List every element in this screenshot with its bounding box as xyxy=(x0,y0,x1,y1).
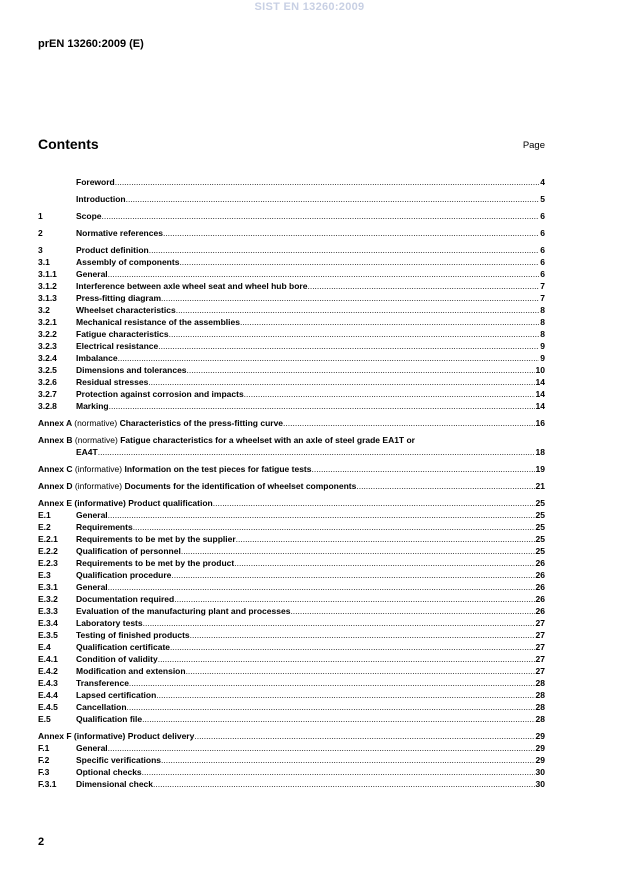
toc-entry-number: E.2 xyxy=(38,522,51,532)
toc-entry[interactable] xyxy=(38,701,545,713)
toc-annex-type: (normative) xyxy=(74,435,118,445)
toc-entry[interactable] xyxy=(38,617,545,629)
toc-entry-page: 29 xyxy=(535,731,545,741)
table-of-contents xyxy=(38,176,545,790)
toc-leader-dots xyxy=(186,665,535,677)
page-column-label: Page xyxy=(522,140,545,151)
toc-annex-entry[interactable] xyxy=(38,480,545,492)
toc-entry[interactable] xyxy=(38,176,545,188)
toc-entry[interactable] xyxy=(38,193,545,205)
toc-entry-page: 26 xyxy=(535,558,545,568)
toc-leader-dots xyxy=(236,533,535,545)
toc-entry-title: Marking xyxy=(76,401,109,411)
toc-entry-title: Interference between axle wheel seat and wheel hub bore xyxy=(76,281,308,291)
toc-annex-heading xyxy=(38,480,356,492)
toc-leader-dots xyxy=(142,713,534,725)
toc-entry-page: 27 xyxy=(535,630,545,640)
toc-entry[interactable] xyxy=(38,280,545,292)
toc-entry-title: Laboratory tests xyxy=(76,618,143,628)
toc-entry-number: 3.2.5 xyxy=(38,365,57,375)
toc-entry-title: Wheelset characteristics xyxy=(76,305,176,315)
toc-entry[interactable] xyxy=(38,641,545,653)
toc-entry-number: F.2 xyxy=(38,755,50,765)
toc-entry-page: 8 xyxy=(540,329,545,339)
toc-entry-page: 9 xyxy=(540,341,545,351)
toc-leader-dots xyxy=(158,340,539,352)
toc-leader-dots xyxy=(108,742,535,754)
toc-entry[interactable] xyxy=(38,653,545,665)
toc-entry[interactable] xyxy=(38,778,545,790)
toc-leader-dots xyxy=(179,256,539,268)
toc-annex-entry[interactable] xyxy=(38,463,545,475)
toc-entry-number: F.3.1 xyxy=(38,779,57,789)
toc-annex-heading: Annex E (informative) Product qualification xyxy=(38,498,213,508)
toc-annex-entry[interactable] xyxy=(38,434,545,458)
toc-entry-number: E.3.2 xyxy=(38,594,58,604)
toc-entry-title: Qualification certificate xyxy=(76,642,170,652)
toc-leader-dots xyxy=(356,480,534,492)
toc-entry-number: 3 xyxy=(38,245,43,255)
toc-entry-title: Condition of validity xyxy=(76,654,158,664)
toc-entry-title: Mechanical resistance of the assemblies xyxy=(76,317,240,327)
toc-entry[interactable] xyxy=(38,605,545,617)
toc-leader-dots xyxy=(187,364,535,376)
document-id: prEN 13260:2009 (E) xyxy=(38,38,144,50)
toc-annex-entry[interactable] xyxy=(38,417,545,429)
toc-leader-dots xyxy=(142,766,535,778)
toc-entry-page: 28 xyxy=(535,702,545,712)
toc-leader-dots xyxy=(108,581,535,593)
toc-entry-number: 3.2.7 xyxy=(38,389,57,399)
toc-entry-number: 3.2 xyxy=(38,305,50,315)
toc-entry[interactable] xyxy=(38,210,545,222)
toc-entry-title: Press-fitting diagram xyxy=(76,293,162,303)
toc-entry-page: 28 xyxy=(535,714,545,724)
toc-entry-number: E.2.3 xyxy=(38,558,58,568)
toc-entry-page: 14 xyxy=(535,377,545,387)
toc-entry-title: Scope xyxy=(76,211,102,221)
toc-entry-title: Optional checks xyxy=(76,767,142,777)
toc-entry-page: 6 xyxy=(540,269,545,279)
toc-entry-number: E.4 xyxy=(38,642,51,652)
toc-annex-heading: Annex F (informative) Product delivery xyxy=(38,731,195,741)
toc-entry-number: E.2.1 xyxy=(38,534,58,544)
toc-leader-dots xyxy=(143,617,535,629)
toc-leader-dots xyxy=(290,605,534,617)
toc-entry-page: 29 xyxy=(535,743,545,753)
toc-entry-page: 27 xyxy=(535,666,545,676)
toc-entry-number: E.3.5 xyxy=(38,630,58,640)
toc-entry-number: 3.1.1 xyxy=(38,269,57,279)
toc-leader-dots xyxy=(174,593,534,605)
toc-annex-line2 xyxy=(38,446,545,458)
toc-entry-page: 25 xyxy=(535,510,545,520)
toc-annex-type: (normative) xyxy=(74,418,118,428)
toc-entry-title: Protection against corrosion and impacts xyxy=(76,389,244,399)
toc-entry-title: Qualification file xyxy=(76,714,143,724)
toc-entry-number: F.1 xyxy=(38,743,50,753)
toc-entry-number: E.4.2 xyxy=(38,666,58,676)
toc-entry-page: 28 xyxy=(535,690,545,700)
toc-entry-title: Fatigue characteristics xyxy=(76,329,169,339)
toc-entry-page: 26 xyxy=(535,606,545,616)
toc-annex-entry[interactable] xyxy=(38,497,545,509)
toc-entry-title: Requirements to be met by the product xyxy=(76,558,235,568)
toc-entry-page: 6 xyxy=(540,211,545,221)
toc-entry-number: E.3.3 xyxy=(38,606,58,616)
toc-entry-number: 3.2.4 xyxy=(38,353,57,363)
toc-entry[interactable] xyxy=(38,376,545,388)
contents-heading: Contents xyxy=(38,136,99,152)
toc-leader-dots xyxy=(194,730,534,742)
toc-entry[interactable] xyxy=(38,340,545,352)
toc-annex-label: Annex B xyxy=(38,435,73,445)
toc-entry-page: 6 xyxy=(540,228,545,238)
toc-leader-dots xyxy=(156,689,534,701)
toc-annex-entry[interactable] xyxy=(38,730,545,742)
toc-entry[interactable] xyxy=(38,557,545,569)
toc-entry-title: Modification and extension xyxy=(76,666,186,676)
toc-entry-number: 3.2.6 xyxy=(38,377,57,387)
toc-entry[interactable] xyxy=(38,328,545,340)
toc-leader-dots xyxy=(163,227,539,239)
toc-leader-dots xyxy=(176,304,540,316)
toc-annex-label: Annex D xyxy=(38,481,73,491)
toc-annex-label: Annex A xyxy=(38,418,72,428)
toc-entry[interactable] xyxy=(38,364,545,376)
toc-entry-page: 27 xyxy=(535,618,545,628)
toc-entry-title: Normative references xyxy=(76,228,163,238)
toc-entry-page: 26 xyxy=(535,582,545,592)
toc-entry-page: 25 xyxy=(535,498,545,508)
toc-entry-number: E.4.3 xyxy=(38,678,58,688)
toc-entry[interactable] xyxy=(38,509,545,521)
toc-entry[interactable] xyxy=(38,533,545,545)
toc-entry-page: 28 xyxy=(535,678,545,688)
toc-entry-title: Evaluation of the manufacturing plant and processes xyxy=(76,606,291,616)
toc-leader-dots xyxy=(102,210,540,222)
toc-leader-dots xyxy=(127,701,535,713)
toc-entry-title: General xyxy=(76,269,108,279)
toc-entry-page: 4 xyxy=(540,177,545,187)
toc-entry[interactable] xyxy=(38,665,545,677)
toc-entry-title: Requirements xyxy=(76,522,133,532)
toc-entry-page: 30 xyxy=(535,779,545,789)
toc-leader-dots xyxy=(283,417,535,429)
toc-entry[interactable] xyxy=(38,593,545,605)
toc-annex-title-cont: EA4T xyxy=(76,447,98,457)
toc-entry-number: 3.2.2 xyxy=(38,329,57,339)
toc-entry-page: 6 xyxy=(540,257,545,267)
watermark: SIST EN 13260:2009 xyxy=(254,1,365,13)
toc-leader-dots xyxy=(153,778,535,790)
toc-annex-label: Annex C xyxy=(38,464,73,474)
toc-leader-dots xyxy=(126,193,540,205)
toc-entry[interactable] xyxy=(38,569,545,581)
toc-leader-dots xyxy=(108,509,535,521)
toc-entry-number: E.1 xyxy=(38,510,51,520)
toc-entry-number: 3.1 xyxy=(38,257,50,267)
toc-entry[interactable] xyxy=(38,400,545,412)
toc-entry-number: 3.1.2 xyxy=(38,281,57,291)
toc-entry[interactable] xyxy=(38,244,545,256)
toc-leader-dots xyxy=(213,497,535,509)
toc-entry-page: 25 xyxy=(535,546,545,556)
toc-annex-type: (informative) xyxy=(74,464,123,474)
toc-entry-page: 27 xyxy=(535,654,545,664)
toc-annex-title: Fatigue characteristics for a wheelset with an axle of steel grade EA1T or xyxy=(120,435,415,445)
toc-entry-number: 3.2.1 xyxy=(38,317,57,327)
toc-entry[interactable] xyxy=(38,581,545,593)
toc-entry-page: 25 xyxy=(535,522,545,532)
toc-entry-title: Assembly of components xyxy=(76,257,180,267)
toc-entry[interactable] xyxy=(38,754,545,766)
toc-entry-number: E.5 xyxy=(38,714,51,724)
toc-entry-number: E.4.5 xyxy=(38,702,58,712)
toc-entry-title: Requirements to be met by the supplier xyxy=(76,534,236,544)
toc-leader-dots xyxy=(170,641,535,653)
toc-entry-title: General xyxy=(76,582,108,592)
toc-entry-page: 14 xyxy=(535,401,545,411)
toc-entry-page: 8 xyxy=(540,317,545,327)
toc-annex-title: Documents for the identification of wheelset components xyxy=(124,481,357,491)
toc-entry-page: 14 xyxy=(535,389,545,399)
toc-entry-number: F.3 xyxy=(38,767,50,777)
toc-entry[interactable] xyxy=(38,352,545,364)
toc-entry[interactable] xyxy=(38,268,545,280)
toc-entry-page: 7 xyxy=(540,293,545,303)
toc-leader-dots xyxy=(169,328,540,340)
toc-entry-title: General xyxy=(76,743,108,753)
toc-leader-dots xyxy=(98,446,535,458)
toc-entry-number: 1 xyxy=(38,211,43,221)
toc-entry-page: 26 xyxy=(535,570,545,580)
toc-entry-title: Transference xyxy=(76,678,129,688)
toc-entry-page: 7 xyxy=(540,281,545,291)
toc-entry[interactable] xyxy=(38,545,545,557)
toc-annex-heading xyxy=(38,417,283,429)
toc-entry-title: Electrical resistance xyxy=(76,341,159,351)
toc-annex-title: Characteristics of the press-fitting curve xyxy=(119,418,284,428)
toc-leader-dots xyxy=(234,557,534,569)
toc-entry-page: 6 xyxy=(540,245,545,255)
toc-entry[interactable] xyxy=(38,629,545,641)
toc-leader-dots xyxy=(148,376,534,388)
toc-annex-type: (informative) xyxy=(74,481,123,491)
toc-entry[interactable] xyxy=(38,521,545,533)
toc-leader-dots xyxy=(133,521,535,533)
toc-leader-dots xyxy=(118,352,540,364)
toc-entry[interactable] xyxy=(38,766,545,778)
toc-annex-line1 xyxy=(38,434,545,446)
toc-annex-heading xyxy=(38,463,312,475)
toc-leader-dots xyxy=(181,545,535,557)
toc-entry-title: Qualification of personnel xyxy=(76,546,181,556)
toc-entry-title: Product definition xyxy=(76,245,149,255)
toc-leader-dots xyxy=(115,176,540,188)
toc-entry-number: E.4.1 xyxy=(38,654,58,664)
toc-entry-page: 18 xyxy=(535,447,545,457)
toc-entry[interactable] xyxy=(38,742,545,754)
toc-entry-page: 16 xyxy=(535,418,545,428)
toc-leader-dots xyxy=(240,316,539,328)
toc-entry[interactable] xyxy=(38,677,545,689)
toc-leader-dots xyxy=(161,754,534,766)
toc-entry-page: 30 xyxy=(535,767,545,777)
toc-entry-page: 10 xyxy=(535,365,545,375)
toc-entry[interactable] xyxy=(38,227,545,239)
toc-entry-number: 3.2.3 xyxy=(38,341,57,351)
toc-entry-title: Documentation required xyxy=(76,594,175,604)
toc-entry-page: 27 xyxy=(535,642,545,652)
toc-entry-page: 5 xyxy=(540,194,545,204)
toc-leader-dots xyxy=(244,388,535,400)
toc-entry-title: Foreword xyxy=(76,177,115,187)
toc-entry-title: Lapsed certification xyxy=(76,690,157,700)
page-number: 2 xyxy=(38,836,45,848)
toc-entry-page: 8 xyxy=(540,305,545,315)
toc-entry[interactable] xyxy=(38,292,545,304)
toc-leader-dots xyxy=(109,400,535,412)
toc-entry-title: Qualification procedure xyxy=(76,570,172,580)
toc-entry-title: General xyxy=(76,510,108,520)
toc-entry-page: 9 xyxy=(540,353,545,363)
toc-leader-dots xyxy=(171,569,534,581)
toc-entry[interactable] xyxy=(38,713,545,725)
toc-leader-dots xyxy=(312,463,535,475)
toc-leader-dots xyxy=(307,280,539,292)
toc-leader-dots xyxy=(190,629,535,641)
toc-entry-number: 2 xyxy=(38,228,43,238)
toc-entry-title: Dimensional check xyxy=(76,779,154,789)
toc-entry-number: E.2.2 xyxy=(38,546,58,556)
toc-entry-page: 21 xyxy=(535,481,545,491)
toc-entry-title: Testing of finished products xyxy=(76,630,190,640)
toc-leader-dots xyxy=(158,653,535,665)
toc-entry-page: 25 xyxy=(535,534,545,544)
toc-leader-dots xyxy=(129,677,535,689)
toc-entry[interactable] xyxy=(38,689,545,701)
toc-entry-title: Dimensions and tolerances xyxy=(76,365,187,375)
toc-entry[interactable] xyxy=(38,388,545,400)
toc-leader-dots xyxy=(108,268,540,280)
toc-entry-number: E.3 xyxy=(38,570,51,580)
toc-entry-page: 26 xyxy=(535,594,545,604)
toc-entry-number: 3.2.8 xyxy=(38,401,57,411)
toc-entry-page: 19 xyxy=(535,464,545,474)
toc-entry-number: E.4.4 xyxy=(38,690,58,700)
toc-entry-title: Residual stresses xyxy=(76,377,149,387)
toc-entry-page: 29 xyxy=(535,755,545,765)
toc-entry[interactable] xyxy=(38,256,545,268)
toc-entry-title: Imbalance xyxy=(76,353,118,363)
toc-entry-title: Introduction xyxy=(76,194,126,204)
toc-annex-title: Information on the test pieces for fatigue tests xyxy=(124,464,312,474)
toc-entry-number: 3.1.3 xyxy=(38,293,57,303)
toc-entry[interactable] xyxy=(38,316,545,328)
toc-leader-dots xyxy=(149,244,540,256)
toc-entry[interactable] xyxy=(38,304,545,316)
toc-entry-number: E.3.4 xyxy=(38,618,58,628)
toc-leader-dots xyxy=(161,292,539,304)
toc-entry-number: E.3.1 xyxy=(38,582,58,592)
toc-entry-title: Specific verifications xyxy=(76,755,162,765)
toc-entry-title: Cancellation xyxy=(76,702,127,712)
